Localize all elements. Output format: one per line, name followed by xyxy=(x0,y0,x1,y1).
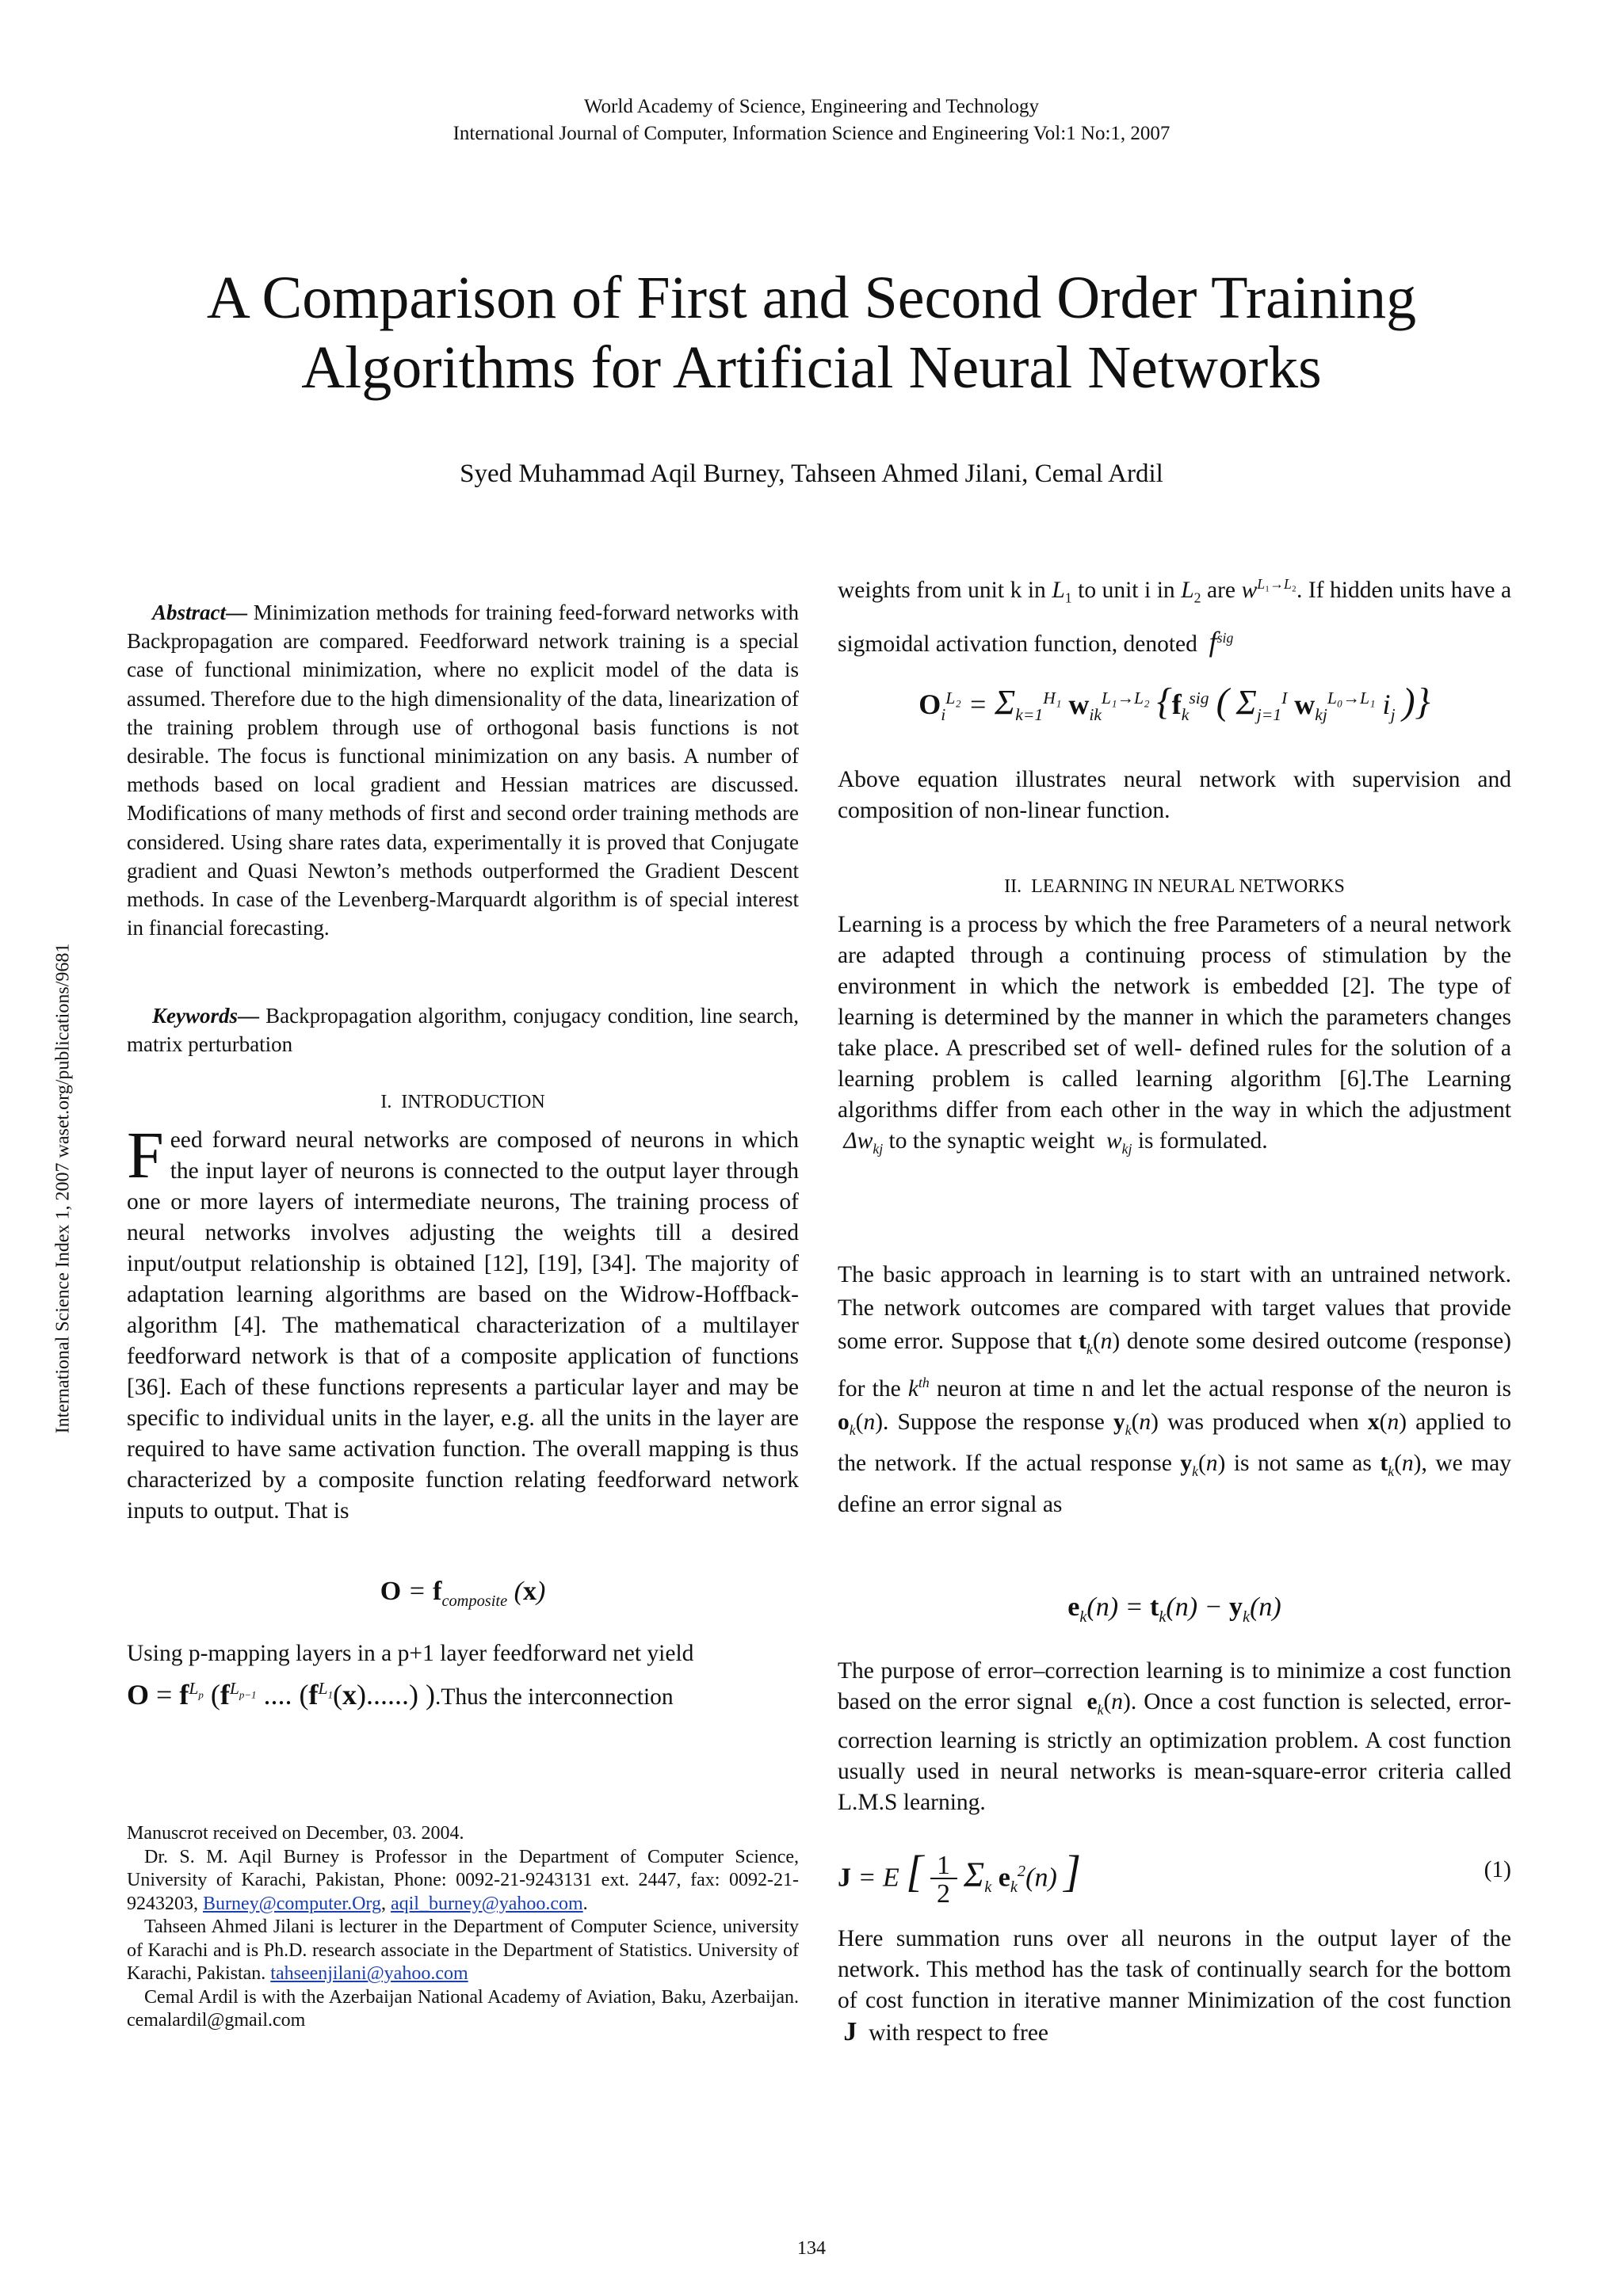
right-text-p3e: was produced when xyxy=(1167,1409,1359,1435)
keywords-section xyxy=(127,1001,799,1058)
footnote-burney xyxy=(127,1846,799,1917)
footnotes xyxy=(127,1822,799,2033)
right-text-p3g: is not same as xyxy=(1233,1450,1372,1476)
email-link-burney-computer[interactable]: Burney@computer.Org xyxy=(203,1893,381,1914)
intro-text-2-end: .Thus the interconnection xyxy=(435,1684,674,1710)
right-text-p3f: applied to the network. If the actual response xyxy=(838,1409,1512,1476)
equation-pmapping: $O = f^{L_p}$ ($f^{L_{p-1}}$ .... $(f^{L_1}(x)......)$ ) xyxy=(127,1679,436,1711)
right-paragraph-1 xyxy=(838,765,1511,826)
journal-header-line2: International Journal of Computer, Information Science and Engineering Vol:1 No:1, 2007 xyxy=(453,123,1170,144)
keywords-dash: — xyxy=(238,1004,259,1028)
abstract-text: Minimization methods for training feed-forward networks with Backpropagation are compared. Feedforward network training is a special case of functional minimization, where no explicit model of the data is assumed. Therefore due to the high dimensionality of the data, linearization of the training problem through use of orthogonal basis functions is not desirable. The focus is functional minimization on any basis. A number of methods based on local gradient and Hessian matrices are discussed. Modifications of many methods of first and second order training methods are considered. Using share rates data, experimentally it is proved that Conjugate gradient and Quasi Newton’s methods outperformed the Gradient Descent methods. In case of the Levenberg-Marquardt algorithm is of special interest in financial forecasting. xyxy=(127,601,799,940)
footnote-received: Manuscrot received on December, 03. 2004. xyxy=(127,1823,464,1844)
right-text-p4b: . Once a cost function is selected, error-correction learning is strictly an optimization problem. A cost function usually used in neural networks is mean-square-error criteria called L.M.S learning. xyxy=(838,1689,1511,1815)
right-text-p3b: denote some desired outcome (response) for the xyxy=(838,1329,1511,1402)
footnote-separator: , xyxy=(380,1893,391,1914)
abstract-section xyxy=(127,598,799,942)
right-text-p0e: units have a sigmoidal activation function, denoted xyxy=(838,577,1512,657)
right-text-p4a: The purpose of error–correction learning is to minimize a cost function based on the error signal xyxy=(838,1658,1511,1714)
journal-header-line1: World Academy of Science, Engineering and Technology xyxy=(583,96,1040,117)
learning-section-number: II. xyxy=(1004,876,1022,897)
footnote-jilani-text: Tahseen Ahmed Jilani is lecturer in the Department of Computer Science, university of Karachi and is Ph.D. research associate in the Department of Statistics. University of Karachi, Pakistan. xyxy=(127,1917,799,1984)
footnote-jilani xyxy=(127,1916,799,1986)
intro-section-title: INTRODUCTION xyxy=(401,1092,545,1112)
learning-section-title: LEARNING IN NEURAL NETWORKS xyxy=(1031,876,1345,897)
paper-title xyxy=(119,263,1504,402)
keywords-label: Keywords xyxy=(152,1004,238,1028)
page-number: 134 xyxy=(797,2238,826,2259)
side-margin-note xyxy=(48,911,79,1466)
abstract-dash: — xyxy=(226,601,248,624)
right-text-p0d: . If hidden xyxy=(1296,577,1394,603)
email-link-burney-yahoo[interactable]: aqil_burney@yahoo.com xyxy=(390,1893,583,1914)
equation-composite: $O = f_{composite}$ (x) xyxy=(380,1577,546,1610)
right-intro-continued: weights from unit k in $L_1$ to unit i in $L_2$ are $w^{L_1\to L_2}$. If hidden units have a sigmoidal activation function, denoted $f^{sig}$ xyxy=(838,576,1512,658)
right-text-p3a: The basic approach in learning is to start with an untrained network. The network outcomes are compared with target values that provide some error. Suppose that xyxy=(838,1262,1511,1354)
keywords-text: Backpropagation algorithm, conjugacy condition, line search, matrix perturbation xyxy=(127,1004,799,1057)
title-line2: Algorithms for Artificial Neural Networks xyxy=(301,334,1322,401)
right-paragraph-5: Here summation runs over all neurons in the output layer of the network. This method has the task of continually search for the bottom of cost function in iterative manner Minimization of the cost function J with respect to free xyxy=(838,1926,1511,2046)
right-text-p2c: is formulated. xyxy=(1137,1128,1268,1154)
section-heading-learning xyxy=(838,876,1511,898)
right-text-p0b: to unit i in xyxy=(1078,577,1175,603)
intro-paragraph xyxy=(127,1119,799,1527)
email-link-jilani[interactable]: tahseenjilani@yahoo.com xyxy=(270,1963,468,1984)
right-paragraph-3: The basic approach in learning is to start with an untrained network. The network outcomes are compared with target values that provide some error. Suppose that $t_k(n)$ denote some desired outcome (response) for the $k^{th}$ neuron at time n and let the actual response of the neuron is $o_k(n)$. Suppose the response $y_k(n)$ was produced when x(n) applied to the network. If the actual response $y_k(n)$ is not same as $t_k(n)$, we may define an error signal as xyxy=(838,1262,1512,1517)
right-text-p3h: , we may define an error signal as xyxy=(838,1450,1512,1517)
right-text-p2: Learning is a process by which the free Parameters of a neural network are adapted through a continuing process of stimulation by the environment in which the network is embedded [2]. The type of learning is determined by the manner in which the parameters changes take place. A prescribed set of well- defined rules for the solution of a learning problem is called learning algorithm [6].The Learning algorithms differ from each other in the way in which the adjustment xyxy=(838,912,1511,1123)
footnote-ardil: Cemal Ardil is with the Azerbaijan National Academy of Aviation, Baku, Azerbaijan. cemalardil@gmail.com xyxy=(127,1986,799,2031)
side-margin-text: International Science Index 1, 2007 waset.org/publications/9681 xyxy=(52,943,74,1434)
right-text-p3d: . Suppose the response xyxy=(883,1409,1105,1435)
right-paragraph-4: The purpose of error–correction learning is to minimize a cost function based on the error signal $e_k(n)$. Once a cost function is selected, error-correction learning is strictly an optimization problem. A cost function usually used in neural networks is mean-square-error criteria called L.M.S learning. xyxy=(838,1658,1511,1815)
section-heading-introduction xyxy=(127,1092,799,1113)
right-text-p3c: neuron at time n and let the actual response of the neuron is xyxy=(937,1375,1512,1402)
right-text-p5a: Here summation runs over all neurons in the output layer of the network. This method has the task of continually search for the bottom of cost function in iterative manner Minimization of the cost function xyxy=(838,1926,1511,2013)
right-text-p5b: with respect to free xyxy=(869,2020,1049,2046)
right-text-p1: Above equation illustrates neural network with supervision and composition of non-linear function. xyxy=(838,767,1511,823)
intro-text: eed forward neural networks are composed of neurons in which the input layer of neurons is connected to the output layer through one or more layers of intermediate neurons, The training process of neural networks involves adjusting the weights till a desired input/output relationship is obtained [12], [19], [34]. The majority of adaptation learning algorithms are based on the Widrow-Hoffback-algorithm [4]. The mathematical characterization of a multilayer feedforward network is that of a composite application of functions [36]. Each of these functions represents a particular layer and may be specific to individual units in the layer, e.g. all the units in the layer are required to have same activation function. The overall mapping is thus characterized by a composite function relating feedforward network inputs to output. That is xyxy=(127,1127,799,1524)
right-text-p0c: are xyxy=(1207,577,1236,603)
title-line1: A Comparison of First and Second Order Training xyxy=(206,265,1417,331)
footnote-period: . xyxy=(582,1893,588,1914)
intro-paragraph-2 xyxy=(127,1638,799,1714)
right-text-p0a: weights from unit k in xyxy=(838,577,1046,603)
author-list: Syed Muhammad Aqil Burney, Tahseen Ahmed Jilani, Cemal Ardil xyxy=(460,460,1163,488)
footnote-burney-text: Dr. S. M. Aqil Burney is Professor in the Department of Computer Science, University of Karachi, Pakistan, Phone: 0092-21-9243131 ext. 2447, fax: 0092-21-9243203, xyxy=(127,1846,799,1914)
equation-number-1: (1) xyxy=(1484,1857,1511,1882)
abstract-label: Abstract xyxy=(152,601,227,624)
intro-text-2: Using p-mapping layers in a p+1 layer feedforward net yield xyxy=(127,1641,694,1666)
equation-network-output: $O_i^{L_2} = \Sigma_{k=1}^{H_1}$ $w_{ik}^{L_1\to L_2}$ {$f_k^{sig}$ ( $\Sigma_{j=1}^I$ $w_{kj}^{L_0\to L_1}$ $i_j$ )} xyxy=(918,681,1430,725)
right-paragraph-2: Learning is a process by which the free Parameters of a neural network are adapted through a continuing process of stimulation by the environment in which the network is embedded [2]. The type of learning is determined by the manner in which the parameters changes take place. A prescribed set of well- defined rules for the solution of a learning problem is called learning algorithm [6].The Learning algorithms differ from each other in the way in which the adjustment $\Delta w_{kj}$ to the synaptic weight $w_{kj}$ is formulated. xyxy=(838,912,1511,1157)
equation-cost-function: J = E [ 1 2 $\Sigma_k$ $e_k^2(n)$ ] (1) xyxy=(838,1847,1511,1909)
drop-cap: F xyxy=(127,1119,164,1192)
equation-error-signal: $e_k(n) = t_k(n) - y_k(n)$ xyxy=(1067,1592,1281,1626)
intro-section-number: I. xyxy=(380,1092,392,1112)
right-text-p2b: to the synaptic weight xyxy=(888,1128,1095,1154)
